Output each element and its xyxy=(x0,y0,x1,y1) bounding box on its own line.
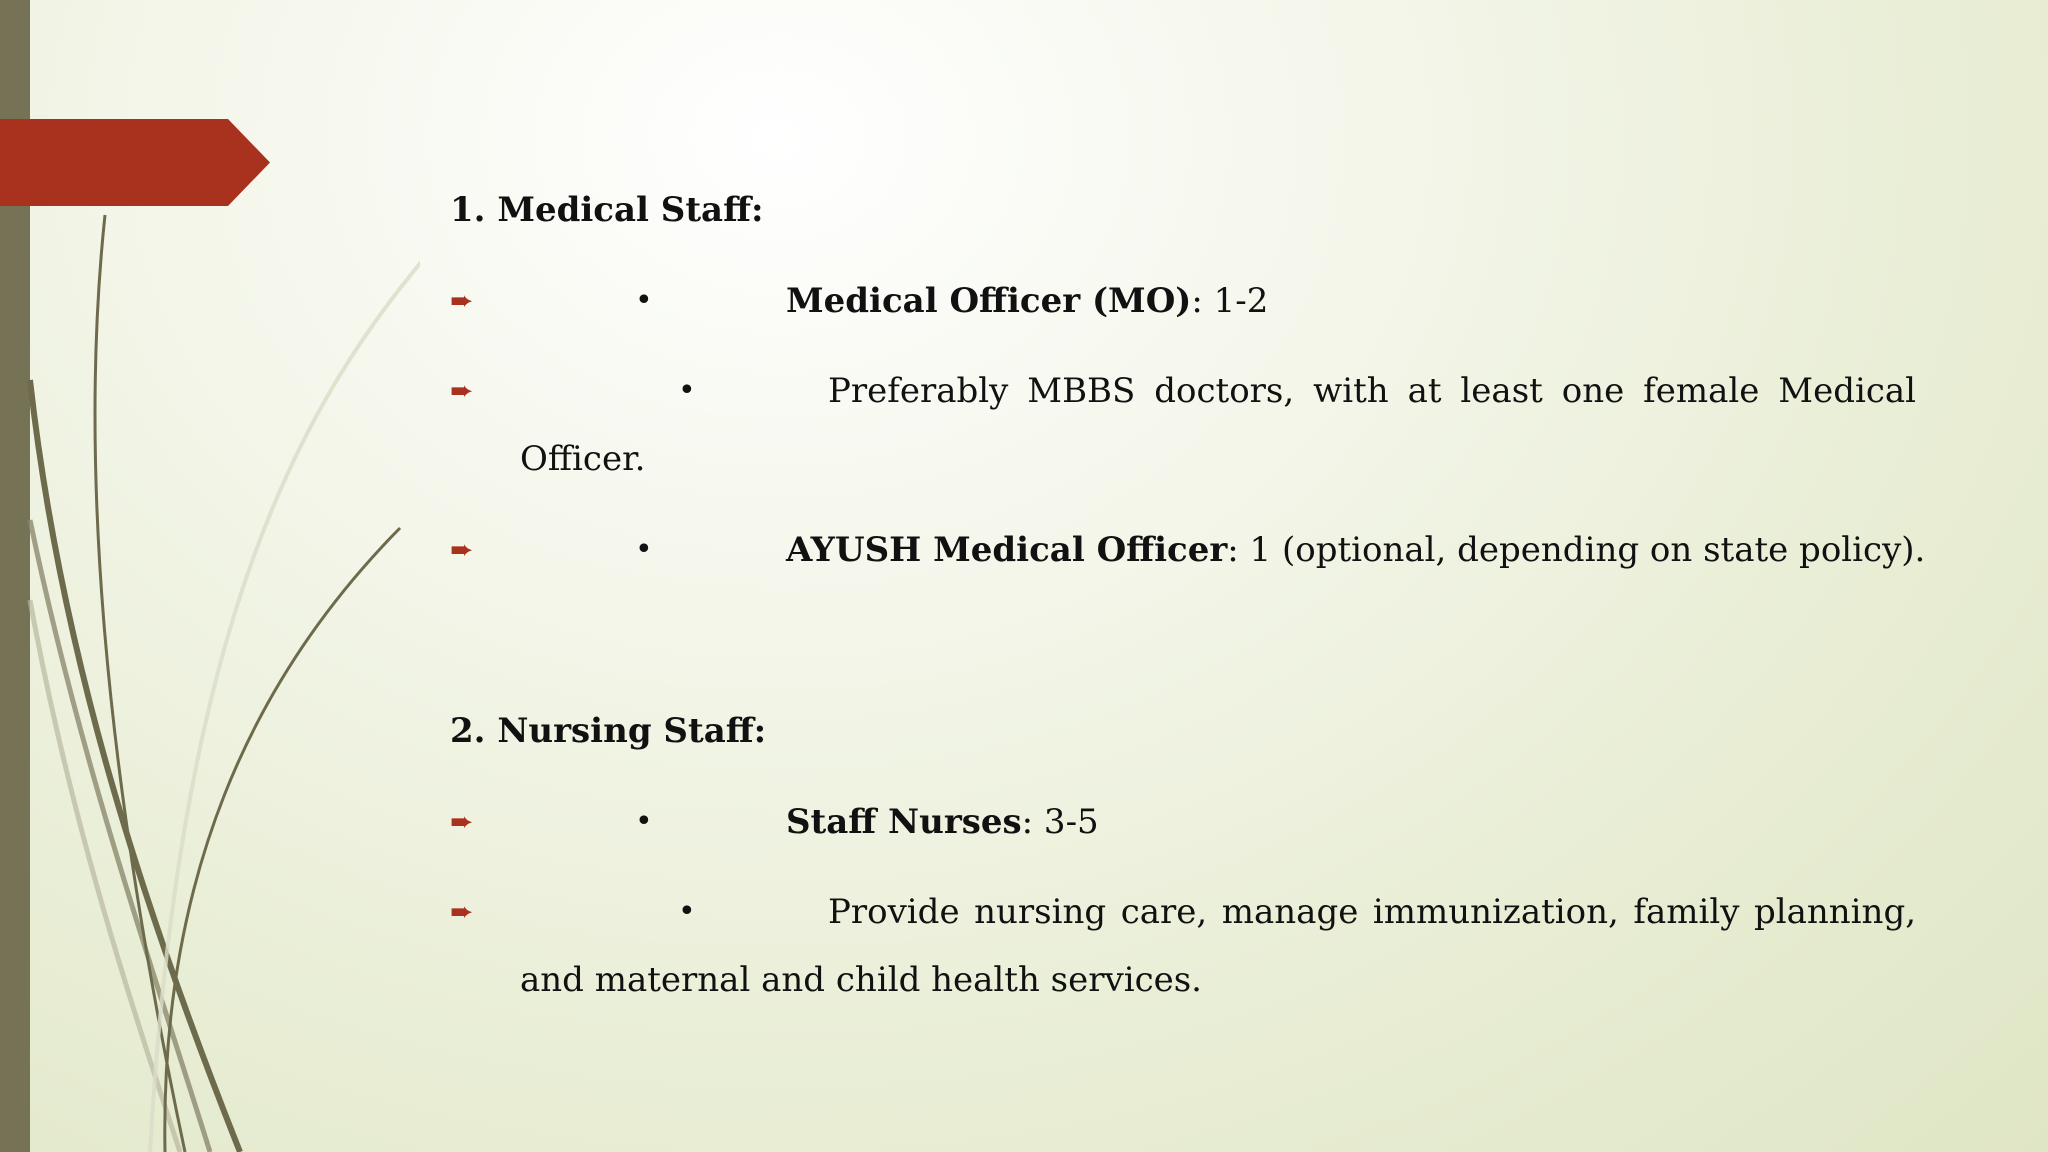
section-heading-medical: 1. Medical Staff: xyxy=(450,190,764,230)
bullet-icon: • xyxy=(635,283,653,318)
arrow-bullet-icon: ➨ xyxy=(450,374,474,407)
arrow-bullet-icon: ➨ xyxy=(450,895,474,928)
list-item-text: Preferably MBBS doctors, with at least one female Medical xyxy=(828,371,1917,411)
list-item-text: AYUSH Medical Officer: 1 (optional, depending on state policy). xyxy=(786,530,1926,570)
list-item-text: Medical Officer (MO): 1-2 xyxy=(786,281,1269,321)
bullet-icon: • xyxy=(678,894,696,929)
list-item-continuation: and maternal and child health services. xyxy=(520,960,1202,1000)
arrow-bullet-icon: ➨ xyxy=(450,533,474,566)
list-item-text: Staff Nurses: 3-5 xyxy=(786,802,1099,842)
bullet-icon: • xyxy=(635,532,653,567)
arrow-bullet-icon: ➨ xyxy=(450,284,474,317)
arrow-bullet-icon: ➨ xyxy=(450,805,474,838)
bullet-icon: • xyxy=(678,373,696,408)
list-item-continuation: Officer. xyxy=(520,439,646,479)
list-item-text: Provide nursing care, manage immunization, family planning, xyxy=(828,892,1917,932)
bullet-icon: • xyxy=(635,804,653,839)
section-heading-nursing: 2. Nursing Staff: xyxy=(450,711,767,751)
